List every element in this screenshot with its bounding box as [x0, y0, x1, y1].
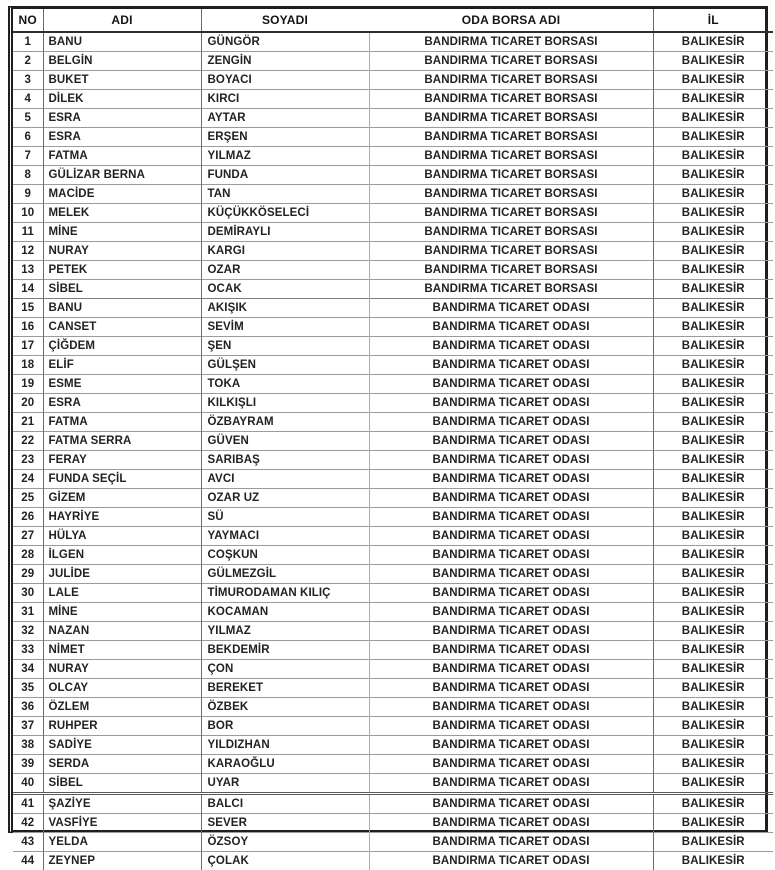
province: BALIKESİR [653, 432, 773, 451]
first-name: BANU [43, 32, 201, 52]
last-name: ZENGİN [201, 52, 369, 71]
last-name: BOR [201, 717, 369, 736]
first-name: SİBEL [43, 280, 201, 299]
first-name: ESRA [43, 109, 201, 128]
organization: BANDIRMA TICARET ODASI [369, 603, 653, 622]
table-row [13, 413, 773, 432]
last-name: TİMURODAMAN KILIÇ [201, 584, 369, 603]
first-name: LALE [43, 584, 201, 603]
row-number: 29 [13, 565, 43, 584]
column-header-adi: ADI [43, 9, 201, 32]
row-number: 17 [13, 337, 43, 356]
organization: BANDIRMA TICARET BORSASI [369, 242, 653, 261]
row-number: 38 [13, 736, 43, 755]
organization: BANDIRMA TICARET ODASI [369, 833, 653, 852]
first-name: ÇİĞDEM [43, 337, 201, 356]
organization: BANDIRMA TICARET ODASI [369, 432, 653, 451]
organization: BANDIRMA TICARET ODASI [369, 736, 653, 755]
first-name: PETEK [43, 261, 201, 280]
row-number: 6 [13, 128, 43, 147]
first-name: NAZAN [43, 622, 201, 641]
table-row [13, 679, 773, 698]
organization: BANDIRMA TICARET BORSASI [369, 166, 653, 185]
table-row [13, 261, 773, 280]
last-name: OCAK [201, 280, 369, 299]
last-name: YAYMACI [201, 527, 369, 546]
last-name: ÖZSOY [201, 833, 369, 852]
last-name: SEVER [201, 814, 369, 833]
table-row [13, 71, 773, 90]
last-name: KILKIŞLI [201, 394, 369, 413]
province: BALIKESİR [653, 90, 773, 109]
province: BALIKESİR [653, 641, 773, 660]
organization: BANDIRMA TICARET BORSASI [369, 223, 653, 242]
organization: BANDIRMA TICARET BORSASI [369, 185, 653, 204]
organization: BANDIRMA TICARET ODASI [369, 584, 653, 603]
last-name: ŞEN [201, 337, 369, 356]
province: BALIKESİR [653, 242, 773, 261]
first-name: NURAY [43, 242, 201, 261]
row-number: 14 [13, 280, 43, 299]
table-row [13, 375, 773, 394]
organization: BANDIRMA TICARET ODASI [369, 508, 653, 527]
organization: BANDIRMA TICARET ODASI [369, 337, 653, 356]
organization: BANDIRMA TICARET ODASI [369, 755, 653, 774]
row-number: 30 [13, 584, 43, 603]
province: BALIKESİR [653, 660, 773, 679]
table-row [13, 52, 773, 71]
row-number: 40 [13, 774, 43, 794]
province: BALIKESİR [653, 508, 773, 527]
province: BALIKESİR [653, 852, 773, 870]
table-row [13, 698, 773, 717]
last-name: COŞKUN [201, 546, 369, 565]
table-row [13, 852, 773, 870]
province: BALIKESİR [653, 470, 773, 489]
last-name: ÖZBAYRAM [201, 413, 369, 432]
last-name: GÜLŞEN [201, 356, 369, 375]
first-name: FERAY [43, 451, 201, 470]
organization: BANDIRMA TICARET ODASI [369, 641, 653, 660]
first-name: SADİYE [43, 736, 201, 755]
last-name: KARGI [201, 242, 369, 261]
province: BALIKESİR [653, 413, 773, 432]
last-name: SARIBAŞ [201, 451, 369, 470]
organization: BANDIRMA TICARET BORSASI [369, 280, 653, 299]
table-row [13, 660, 773, 679]
province: BALIKESİR [653, 318, 773, 337]
first-name: ESRA [43, 128, 201, 147]
province: BALIKESİR [653, 565, 773, 584]
first-name: ESRA [43, 394, 201, 413]
first-name: MİNE [43, 603, 201, 622]
row-number: 23 [13, 451, 43, 470]
organization: BANDIRMA TICARET ODASI [369, 852, 653, 870]
last-name: BOYACI [201, 71, 369, 90]
last-name: ERŞEN [201, 128, 369, 147]
first-name: ELİF [43, 356, 201, 375]
table-body [13, 32, 773, 870]
province: BALIKESİR [653, 147, 773, 166]
last-name: GÜLMEZGİL [201, 565, 369, 584]
first-name: SİBEL [43, 774, 201, 794]
row-number: 21 [13, 413, 43, 432]
province: BALIKESİR [653, 527, 773, 546]
row-number: 37 [13, 717, 43, 736]
organization: BANDIRMA TICARET ODASI [369, 794, 653, 814]
table-row [13, 90, 773, 109]
table-row [13, 641, 773, 660]
last-name: BALCI [201, 794, 369, 814]
table-row [13, 527, 773, 546]
table-row [13, 147, 773, 166]
province: BALIKESİR [653, 356, 773, 375]
row-number: 4 [13, 90, 43, 109]
organization: BANDIRMA TICARET ODASI [369, 413, 653, 432]
organization: BANDIRMA TICARET ODASI [369, 489, 653, 508]
table-row [13, 774, 773, 794]
province: BALIKESİR [653, 185, 773, 204]
province: BALIKESİR [653, 52, 773, 71]
row-number: 15 [13, 299, 43, 318]
table-frame [8, 6, 768, 833]
organization: BANDIRMA TICARET BORSASI [369, 52, 653, 71]
row-number: 8 [13, 166, 43, 185]
row-number: 5 [13, 109, 43, 128]
row-number: 12 [13, 242, 43, 261]
organization: BANDIRMA TICARET BORSASI [369, 204, 653, 223]
row-number: 7 [13, 147, 43, 166]
first-name: VASFİYE [43, 814, 201, 833]
organization: BANDIRMA TICARET ODASI [369, 565, 653, 584]
table-row [13, 356, 773, 375]
row-number: 32 [13, 622, 43, 641]
first-name: GİZEM [43, 489, 201, 508]
last-name: YILDIZHAN [201, 736, 369, 755]
province: BALIKESİR [653, 622, 773, 641]
last-name: BEKDEMİR [201, 641, 369, 660]
header-row [13, 9, 773, 32]
row-number: 35 [13, 679, 43, 698]
province: BALIKESİR [653, 546, 773, 565]
first-name: SERDA [43, 755, 201, 774]
first-name: YELDA [43, 833, 201, 852]
province: BALIKESİR [653, 603, 773, 622]
table-row [13, 508, 773, 527]
first-name: BUKET [43, 71, 201, 90]
first-name: GÜLİZAR BERNA [43, 166, 201, 185]
last-name: YILMAZ [201, 622, 369, 641]
last-name: OZAR UZ [201, 489, 369, 508]
row-number: 39 [13, 755, 43, 774]
last-name: KIRCI [201, 90, 369, 109]
organization: BANDIRMA TICARET ODASI [369, 527, 653, 546]
table-row [13, 794, 773, 814]
table-row [13, 166, 773, 185]
first-name: ESME [43, 375, 201, 394]
organization: BANDIRMA TICARET BORSASI [369, 90, 653, 109]
first-name: BANU [43, 299, 201, 318]
first-name: HÜLYA [43, 527, 201, 546]
table-row [13, 489, 773, 508]
first-name: RUHPER [43, 717, 201, 736]
province: BALIKESİR [653, 717, 773, 736]
province: BALIKESİR [653, 679, 773, 698]
province: BALIKESİR [653, 698, 773, 717]
first-name: NİMET [43, 641, 201, 660]
first-name: HAYRİYE [43, 508, 201, 527]
table-row [13, 109, 773, 128]
table-row [13, 470, 773, 489]
province: BALIKESİR [653, 814, 773, 833]
province: BALIKESİR [653, 71, 773, 90]
province: BALIKESİR [653, 128, 773, 147]
row-number: 16 [13, 318, 43, 337]
last-name: ÖZBEK [201, 698, 369, 717]
column-header-no: NO [13, 9, 43, 32]
province: BALIKESİR [653, 261, 773, 280]
last-name: KARAOĞLU [201, 755, 369, 774]
province: BALIKESİR [653, 794, 773, 814]
column-header-oda-borsa-adi: ODA BORSA ADI [369, 9, 653, 32]
last-name: SEVİM [201, 318, 369, 337]
table-row [13, 603, 773, 622]
last-name: TOKA [201, 375, 369, 394]
first-name: FATMA [43, 413, 201, 432]
table-row [13, 451, 773, 470]
row-number: 20 [13, 394, 43, 413]
table-row [13, 204, 773, 223]
organization: BANDIRMA TICARET ODASI [369, 622, 653, 641]
organization: BANDIRMA TICARET ODASI [369, 299, 653, 318]
last-name: UYAR [201, 774, 369, 794]
first-name: MELEK [43, 204, 201, 223]
table-row [13, 432, 773, 451]
table-row [13, 128, 773, 147]
row-number: 42 [13, 814, 43, 833]
row-number: 18 [13, 356, 43, 375]
last-name: GÜNGÖR [201, 32, 369, 52]
first-name: ŞAZİYE [43, 794, 201, 814]
table-row [13, 565, 773, 584]
province: BALIKESİR [653, 489, 773, 508]
row-number: 43 [13, 833, 43, 852]
row-number: 3 [13, 71, 43, 90]
first-name: NURAY [43, 660, 201, 679]
table-row [13, 622, 773, 641]
organization: BANDIRMA TICARET BORSASI [369, 128, 653, 147]
last-name: GÜVEN [201, 432, 369, 451]
last-name: AVCI [201, 470, 369, 489]
row-number: 10 [13, 204, 43, 223]
organization: BANDIRMA TICARET ODASI [369, 698, 653, 717]
organization: BANDIRMA TICARET BORSASI [369, 261, 653, 280]
last-name: KÜÇÜKKÖSELECİ [201, 204, 369, 223]
province: BALIKESİR [653, 375, 773, 394]
province: BALIKESİR [653, 394, 773, 413]
organization: BANDIRMA TICARET ODASI [369, 546, 653, 565]
organization: BANDIRMA TICARET ODASI [369, 318, 653, 337]
first-name: CANSET [43, 318, 201, 337]
organization: BANDIRMA TICARET ODASI [369, 470, 653, 489]
province: BALIKESİR [653, 755, 773, 774]
province: BALIKESİR [653, 584, 773, 603]
first-name: FUNDA SEÇİL [43, 470, 201, 489]
province: BALIKESİR [653, 204, 773, 223]
row-number: 26 [13, 508, 43, 527]
row-number: 25 [13, 489, 43, 508]
province: BALIKESİR [653, 32, 773, 52]
table-row [13, 32, 773, 52]
table-row [13, 814, 773, 833]
row-number: 31 [13, 603, 43, 622]
first-name: FATMA [43, 147, 201, 166]
organization: BANDIRMA TICARET ODASI [369, 814, 653, 833]
row-number: 13 [13, 261, 43, 280]
last-name: OZAR [201, 261, 369, 280]
table-row [13, 299, 773, 318]
row-number: 19 [13, 375, 43, 394]
table-row [13, 717, 773, 736]
table-row [13, 833, 773, 852]
table-row [13, 546, 773, 565]
row-number: 2 [13, 52, 43, 71]
table-row [13, 223, 773, 242]
province: BALIKESİR [653, 833, 773, 852]
organization: BANDIRMA TICARET ODASI [369, 356, 653, 375]
organization: BANDIRMA TICARET ODASI [369, 660, 653, 679]
province: BALIKESİR [653, 774, 773, 794]
first-name: MİNE [43, 223, 201, 242]
province: BALIKESİR [653, 280, 773, 299]
last-name: TAN [201, 185, 369, 204]
row-number: 41 [13, 794, 43, 814]
table-header [13, 9, 773, 32]
first-name: JULİDE [43, 565, 201, 584]
last-name: AYTAR [201, 109, 369, 128]
row-number: 28 [13, 546, 43, 565]
table-row [13, 394, 773, 413]
first-name: ZEYNEP [43, 852, 201, 870]
table-row [13, 584, 773, 603]
last-name: YILMAZ [201, 147, 369, 166]
row-number: 1 [13, 32, 43, 52]
province: BALIKESİR [653, 299, 773, 318]
province: BALIKESİR [653, 736, 773, 755]
last-name: ÇOLAK [201, 852, 369, 870]
organization: BANDIRMA TICARET ODASI [369, 774, 653, 794]
row-number: 11 [13, 223, 43, 242]
organization: BANDIRMA TICARET ODASI [369, 679, 653, 698]
table-row [13, 280, 773, 299]
first-name: OLCAY [43, 679, 201, 698]
first-name: DİLEK [43, 90, 201, 109]
row-number: 27 [13, 527, 43, 546]
organization: BANDIRMA TICARET ODASI [369, 717, 653, 736]
organization: BANDIRMA TICARET BORSASI [369, 71, 653, 90]
first-name: MACİDE [43, 185, 201, 204]
members-table [13, 9, 773, 870]
last-name: AKIŞIK [201, 299, 369, 318]
last-name: BEREKET [201, 679, 369, 698]
province: BALIKESİR [653, 337, 773, 356]
organization: BANDIRMA TICARET ODASI [369, 451, 653, 470]
organization: BANDIRMA TICARET BORSASI [369, 32, 653, 52]
column-header-il: İL [653, 9, 773, 32]
organization: BANDIRMA TICARET ODASI [369, 375, 653, 394]
column-header-soyadi: SOYADI [201, 9, 369, 32]
organization: BANDIRMA TICARET ODASI [369, 394, 653, 413]
first-name: İLGEN [43, 546, 201, 565]
table-row [13, 318, 773, 337]
province: BALIKESİR [653, 451, 773, 470]
table-row [13, 337, 773, 356]
row-number: 44 [13, 852, 43, 870]
row-number: 34 [13, 660, 43, 679]
table-row [13, 755, 773, 774]
last-name: KOCAMAN [201, 603, 369, 622]
row-number: 22 [13, 432, 43, 451]
table-row [13, 185, 773, 204]
province: BALIKESİR [653, 166, 773, 185]
row-number: 9 [13, 185, 43, 204]
last-name: SÜ [201, 508, 369, 527]
last-name: ÇON [201, 660, 369, 679]
province: BALIKESİR [653, 109, 773, 128]
table-row [13, 736, 773, 755]
organization: BANDIRMA TICARET BORSASI [369, 147, 653, 166]
row-number: 24 [13, 470, 43, 489]
last-name: DEMİRAYLI [201, 223, 369, 242]
first-name: BELGİN [43, 52, 201, 71]
row-number: 36 [13, 698, 43, 717]
row-number: 33 [13, 641, 43, 660]
last-name: FUNDA [201, 166, 369, 185]
organization: BANDIRMA TICARET BORSASI [369, 109, 653, 128]
first-name: ÖZLEM [43, 698, 201, 717]
first-name: FATMA SERRA [43, 432, 201, 451]
province: BALIKESİR [653, 223, 773, 242]
table-row [13, 242, 773, 261]
